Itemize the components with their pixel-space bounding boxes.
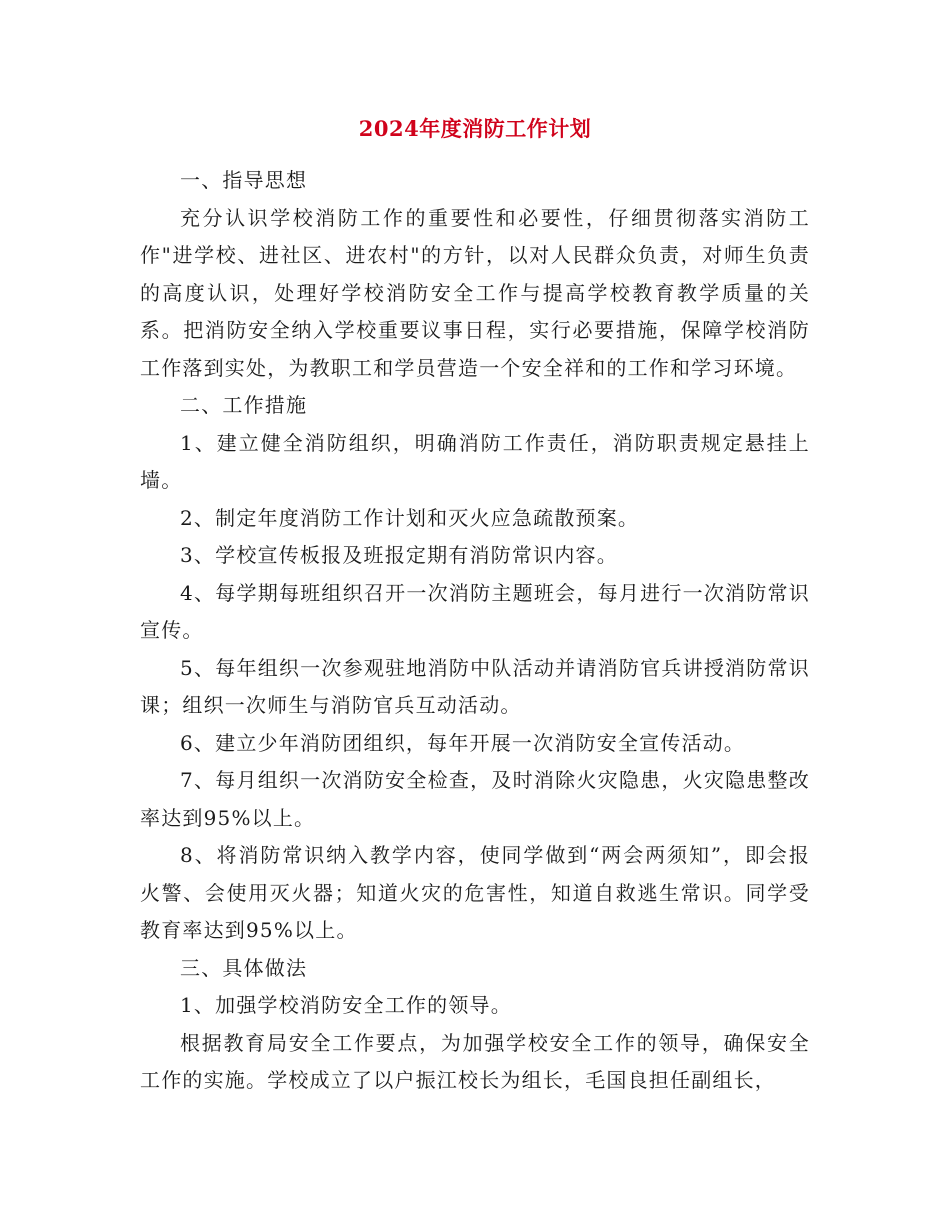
document-title: 2024年度消防工作计划 (358, 116, 592, 141)
practice-item-1: 1、加强学校消防安全工作的领导。 (180, 993, 512, 1017)
measure-item-5: 5、每年组织一次参观驻地消防中队活动并请消防官兵讲授消防常识课；组织一次师生与消防官兵互动活动。 (140, 655, 810, 717)
document-body (140, 162, 810, 1100)
heading-specific-practices: 三、具体做法 (180, 955, 308, 980)
measure-item-8: 8、将消防常识纳入教学内容，使同学做到“两会两须知”，即会报火警、会使用灭火器；知道火灾的危害性，知道自救逃生常识。同学受教育率达到95%以上。 (140, 843, 810, 942)
measure-item-6: 6、建立少年消防团组织，每年开展一次消防安全宣传活动。 (180, 730, 746, 755)
paragraph-practice-1-detail: 根据教育局安全工作要点，为加强学校安全工作的领导，确保安全工作的实施。学校成立了以户振江校长为组长，毛国良担任副组长， (140, 1030, 810, 1092)
measure-item-1: 1、建立健全消防组织，明确消防工作责任，消防职责规定悬挂上墙。 (140, 430, 810, 492)
paragraph-guiding-ideology: 充分认识学校消防工作的重要性和必要性，仔细贯彻落实消防工作"进学校、进社区、进农村"的方针，以对人民群众负责，对师生负责的高度认识，处理好学校消防安全工作与提高学校教育教学质量的关系。把消防安全纳入学校重要议事日程，实行必要措施，保障学校消防工作落到实处，为教职工和学员营造一个安全祥和的工作和学习环境。 (140, 205, 810, 380)
measure-item-2: 2、制定年度消防工作计划和灭火应急疏散预案。 (180, 505, 640, 530)
measure-item-7: 7、每月组织一次消防安全检查，及时消除火灾隐患，火灾隐患整改率达到95%以上。 (140, 768, 810, 830)
heading-guiding-ideology: 一、指导思想 (180, 168, 308, 192)
heading-work-measures: 二、工作措施 (180, 393, 308, 417)
measure-item-3: 3、学校宣传板报及班报定期有消防常识内容。 (180, 543, 618, 567)
measure-item-4: 4、每学期每班组织召开一次消防主题班会，每月进行一次消防常识宣传。 (140, 580, 810, 642)
